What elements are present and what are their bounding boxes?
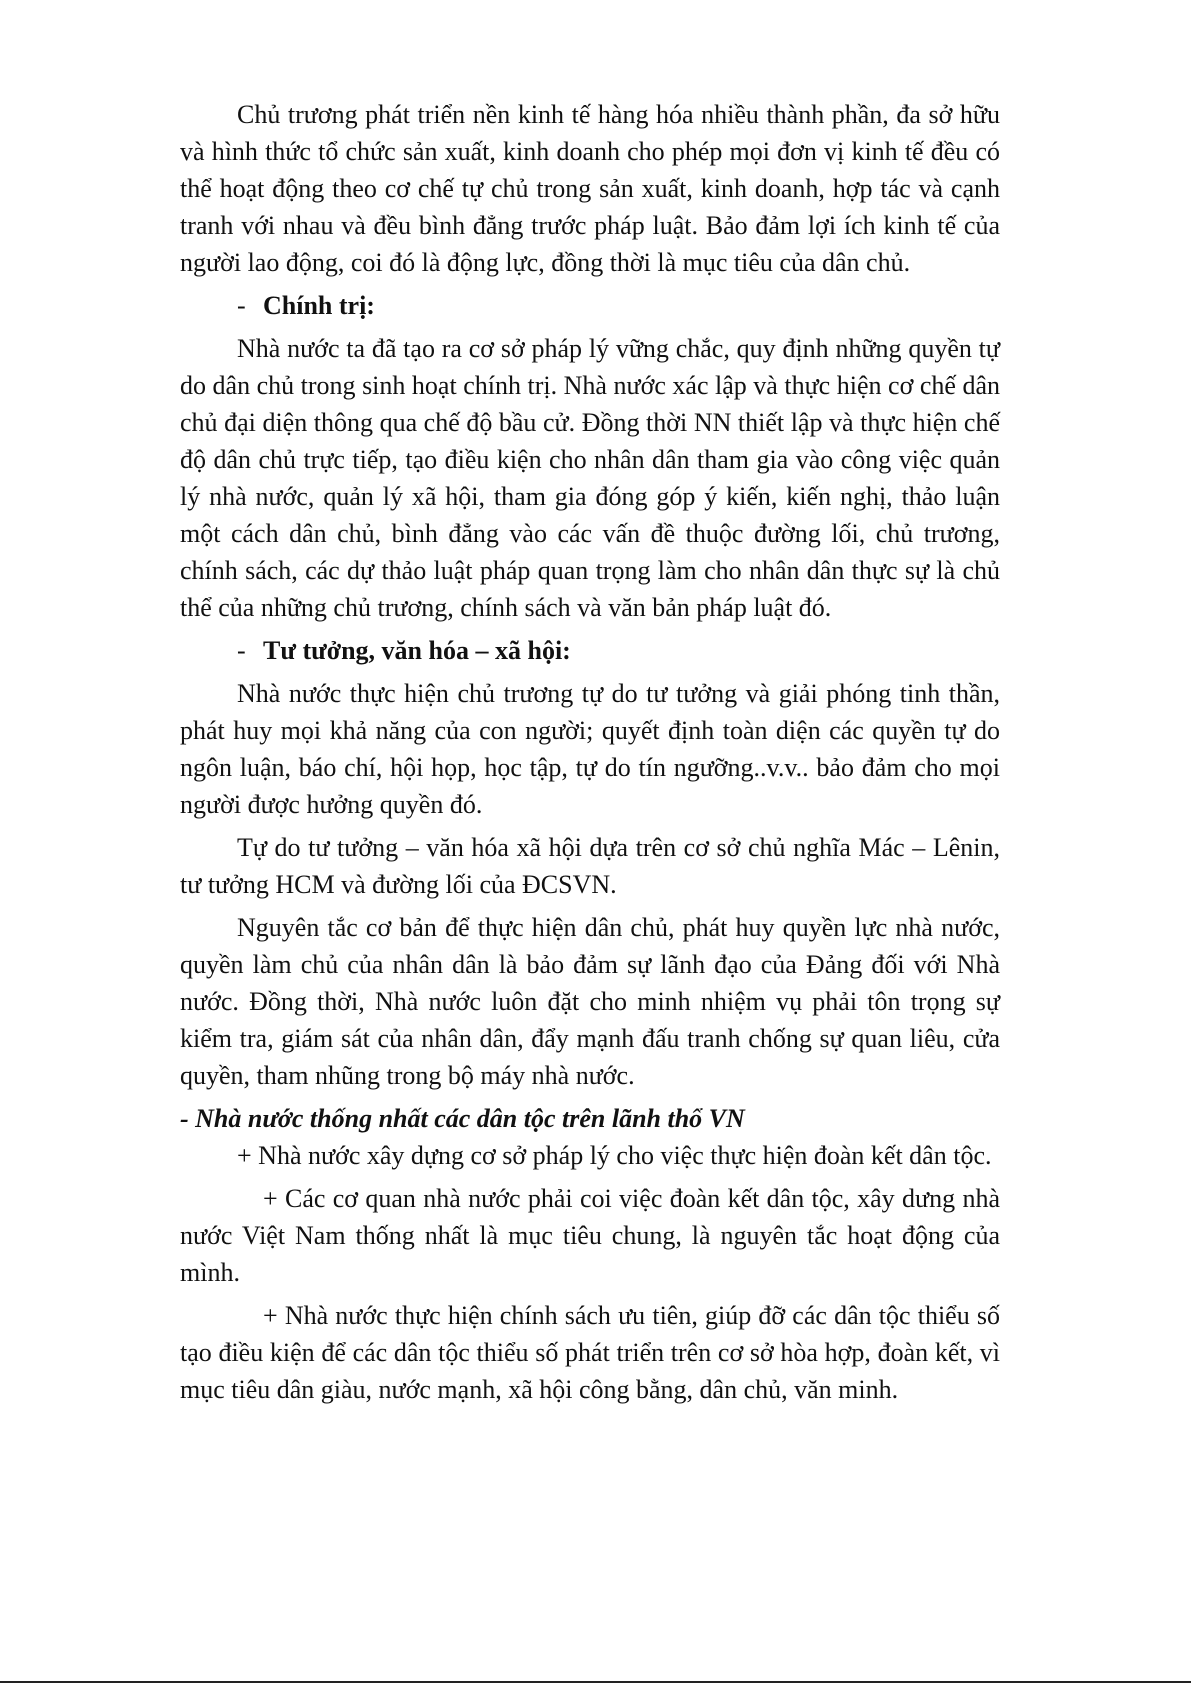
paragraph-politics: Nhà nước ta đã tạo ra cơ sở pháp lý vững chắc, quy định những quyền tự do dân chủ trong sinh hoạt chính trị. Nhà nước xác lập và thực hiện cơ chế dân chủ đại diện thông qua chế độ bầu cử. Đồng thời NN thiết lập và thực hiện chế độ dân chủ trực tiếp, tạo điều kiện cho nhân dân tham gia vào công việc quản lý nhà nước, quản lý xã hội, tham gia đóng góp ý kiến, kiến nghị, thảo luận một cách dân chủ, bình đẳng vào các vấn đề thuộc đường lối, chủ trương, chính sách, các dự thảo luật pháp quan trọng làm cho nhân dân thực sự là chủ thể của những chủ trương, chính sách và văn bản pháp luật đó. [180,334,1000,622]
heading-national-unity: - Nhà nước thống nhất các dân tộc trên lãnh thổ VN [180,1104,745,1133]
list-item-legal-basis: + Nhà nước xây dựng cơ sở pháp lý cho việc thực hiện đoàn kết dân tộc. [237,1141,992,1170]
document-body [180,96,1000,1414]
heading-politics [180,287,1000,324]
paragraph-freedom-thought: Nhà nước thực hiện chủ trương tự do tư tưởng và giải phóng tinh thần, phát huy mọi khả năng của con người; quyết định toàn diện các quyền tự do ngôn luận, báo chí, hội họp, học tập, tự do tín ngưỡng..v.v.. bảo đảm cho mọi người được hưởng quyền đó. [180,679,1000,819]
heading-politics-dash: - [237,291,246,320]
page-bottom-rule [0,1681,1191,1683]
paragraph-economy: Chủ trương phát triển nền kinh tế hàng hóa nhiều thành phần, đa sở hữu và hình thức tổ chức sản xuất, kinh doanh cho phép mọi đơn vị kinh tế đều có thể hoạt động theo cơ chế tự chủ trong sản xuất, kinh doanh, hợp tác và cạnh tranh với nhau và đều bình đẳng trước pháp luật. Bảo đảm lợi ích kinh tế của người lao động, coi đó là động lực, đồng thời là mục tiêu của dân chủ. [180,100,1000,277]
heading-culture-dash: - [237,636,246,665]
heading-culture [180,632,1000,669]
list-item-priority-policy: + Nhà nước thực hiện chính sách ưu tiên, giúp đỡ các dân tộc thiểu số tạo điều kiện để các dân tộc thiểu số phát triển trên cơ sở hòa hợp, đoàn kết, vì mục tiêu dân giàu, nước mạnh, xã hội công bằng, dân chủ, văn minh. [180,1301,1000,1404]
list-item-state-agencies: + Các cơ quan nhà nước phải coi việc đoàn kết dân tộc, xây dưng nhà nước Việt Nam thống nhất là mục tiêu chung, là nguyên tắc hoạt động của mình. [180,1184,1000,1287]
heading-culture-text: Tư tưởng, văn hóa – xã hội: [263,636,571,665]
paragraph-principles: Nguyên tắc cơ bản để thực hiện dân chủ, phát huy quyền lực nhà nước, quyền làm chủ của nhân dân là bảo đảm sự lãnh đạo của Đảng đối với Nhà nước. Đồng thời, Nhà nước luôn đặt cho minh nhiệm vụ phải tôn trọng sự kiểm tra, giám sát của nhân dân, đẩy mạnh đấu tranh chống sự quan liêu, cửa quyền, tham nhũng trong bộ máy nhà nước. [180,913,1000,1090]
paragraph-ideology-basis: Tự do tư tưởng – văn hóa xã hội dựa trên cơ sở chủ nghĩa Mác – Lênin, tư tưởng HCM và đường lối của ĐCSVN. [180,833,1000,899]
heading-politics-text: Chính trị: [263,291,375,320]
